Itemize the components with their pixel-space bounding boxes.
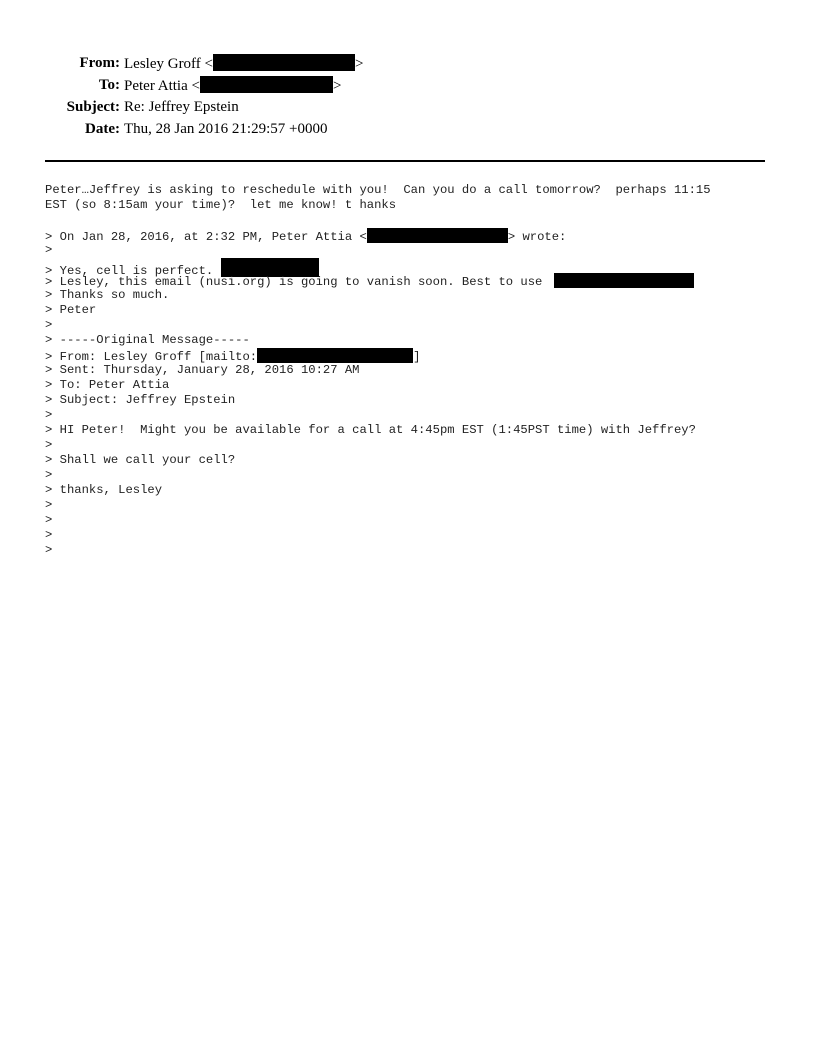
quoted-line: > Subject: Jeffrey Epstein xyxy=(45,393,236,407)
quoted-line: > To: Peter Attia xyxy=(45,378,170,392)
date-value: Thu, 28 Jan 2016 21:29:57 +0000 xyxy=(124,121,328,137)
quoted-line: > xyxy=(45,468,53,482)
redaction-box xyxy=(367,228,508,243)
to-close: > xyxy=(332,78,342,94)
to-value xyxy=(124,76,341,95)
header-divider xyxy=(45,160,765,162)
quoted-line: > Peter xyxy=(45,303,97,317)
body-line: Peter…Jeffrey is asking to reschedule with you! Can you do a call tomorrow? perhaps 11:15 xyxy=(45,183,711,197)
to-name: Peter Attia < xyxy=(124,78,200,94)
quoted-line: > -----Original Message----- xyxy=(45,333,250,347)
quoted-attribution-end: > wrote: xyxy=(507,230,567,244)
quoted-line: > Shall we call your cell? xyxy=(45,453,236,467)
quoted-line: > thanks, Lesley xyxy=(45,483,163,497)
redaction-box xyxy=(200,76,333,93)
redaction-box xyxy=(213,54,355,71)
quoted-text: > Yes, cell is perfect. xyxy=(45,264,221,278)
body-line: EST (so 8:15am your time)? let me know! t hanks xyxy=(45,198,397,212)
quoted-line: > xyxy=(45,528,53,542)
from-close: > xyxy=(355,56,364,72)
redaction-box xyxy=(554,273,694,288)
quoted-attribution: > On Jan 28, 2016, at 2:32 PM, Peter Attia < xyxy=(45,230,367,244)
redaction-box xyxy=(257,348,413,363)
quoted-text: ] xyxy=(413,350,421,364)
from-label: From: xyxy=(79,55,120,71)
quoted-line xyxy=(45,228,566,245)
quoted-line: > xyxy=(45,243,53,257)
quoted-line: > xyxy=(45,438,53,452)
date-label: Date: xyxy=(85,121,120,137)
quoted-line: > Thanks so much. xyxy=(45,288,170,302)
from-name: Lesley Groff < xyxy=(124,56,213,72)
quoted-line: > Sent: Thursday, January 28, 2016 10:27 AM xyxy=(45,363,360,377)
quoted-line: > xyxy=(45,408,53,422)
subject-label: Subject: xyxy=(66,99,120,115)
quoted-line: > HI Peter! Might you be available for a call at 4:45pm EST (1:45PST time) with Jeffrey? xyxy=(45,423,696,437)
to-label: To: xyxy=(98,77,120,93)
quoted-line: > xyxy=(45,543,53,557)
quoted-text: > From: Lesley Groff [mailto: xyxy=(45,350,258,364)
quoted-line: > xyxy=(45,498,53,512)
quoted-line: > xyxy=(45,318,53,332)
from-value xyxy=(124,54,363,73)
quoted-line: > xyxy=(45,513,53,527)
quoted-text: > Lesley, this email (nusi.org) is going to vanish soon. Best to use xyxy=(45,275,550,289)
subject-value: Re: Jeffrey Epstein xyxy=(124,99,239,115)
